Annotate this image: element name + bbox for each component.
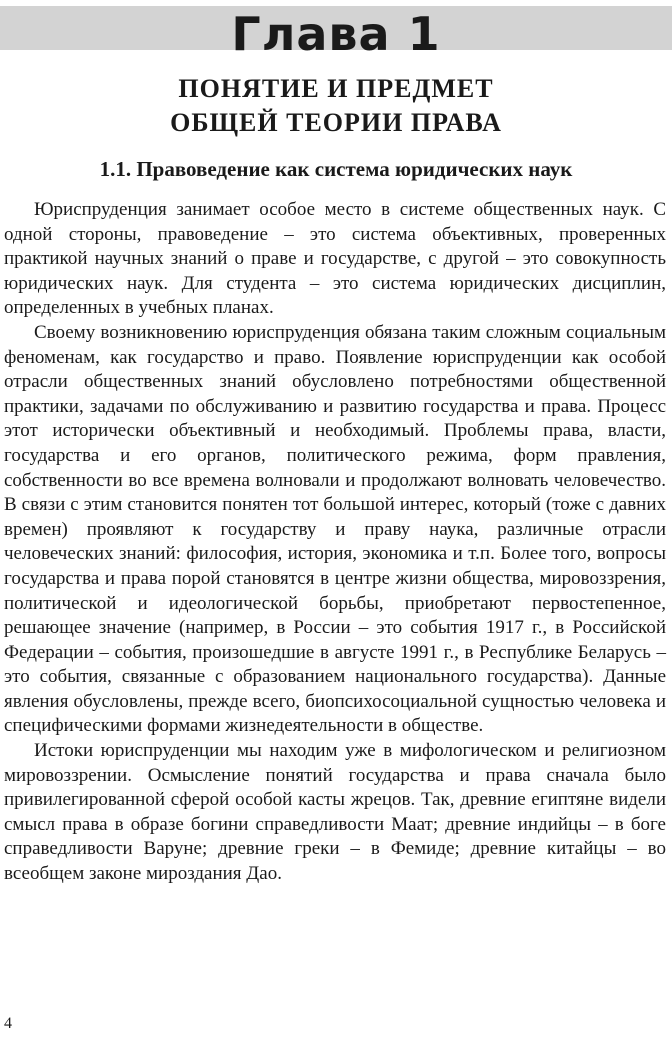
chapter-title: Глава 1: [231, 7, 441, 61]
page-number: 4: [4, 1015, 12, 1032]
chapter-header-band: [0, 6, 672, 61]
chapter-heading-line-1: ПОНЯТИЕ И ПРЕДМЕТ: [178, 74, 494, 103]
chapter-heading-line-2: ОБЩЕЙ ТЕОРИИ ПРАВА: [170, 108, 502, 137]
paragraph: Истоки юриспруденции мы находим уже в мифологическом и религиозном мировоззрении. Осмысление понятий государства и права сначала было привилегированной сферой особой касты жрецов. Так, древние египтяне видели смысл права в образе богини справедливости Маат; древние индийцы – в боге справедливости Варуне; древние греки – в Фемиде; древние китайцы – во всеобщем законе мироздания Дао.: [4, 740, 666, 885]
paragraph: Своему возникновению юриспруденция обязана таким сложным социальным феноменам, как государство и право. Появление юриспруденции как особой отрасли общественных знаний обусловлено потребностями общественной практики, задачами по обслуживанию и развитию государства и права. Процесс этот исторически объективный и необходимый. Проблемы права, власти, государства и его органов, политического режима, форм правления, собственности во все времена волновали и продолжают волновать человечество. В связи с этим становится понятен тот большой интерес, который (тоже с давних времен) проявляют к государству и праву наука, различные отрасли человеческих знаний: философия, история, экономика и т.п. Более того, вопросы государства и права порой становятся в центре жизни общества, мировоззрения, политической и идеологической борьбы, приобретают первостепенное, решающее значение (например, в России – это события 1917 г., в Российской Федерации – события, произошедшие в августе 1991 г., в Республике Беларусь – это события, связанные с образованием национального государства). Данные явления обусловлены, прежде всего, биопсихосоциальной сущностью человека и специфическими формами жизнедеятельности в обществе.: [4, 321, 666, 737]
section-title: 1.1. Правоведение как система юридических наук: [99, 157, 573, 181]
body-text: [4, 198, 666, 887]
paragraph: Юриспруденция занимает особое место в системе общественных наук. С одной стороны, правоведение – это система объективных, проверенных практикой научных знаний о праве и государстве, с другой – это совокупность юридических наук. Для студента – это система юридических дисциплин, определенных в учебных планах.: [4, 199, 666, 319]
